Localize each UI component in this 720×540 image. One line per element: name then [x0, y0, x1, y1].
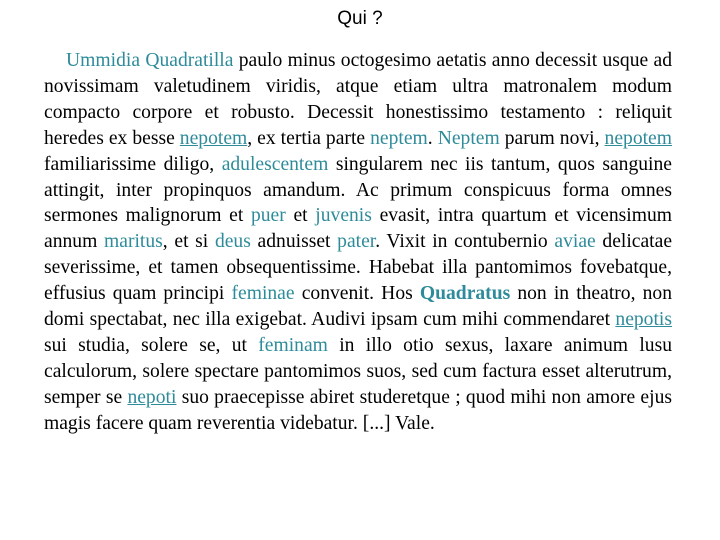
- text-segment: in illo otio sexus, laxare animum lusu calculorum, solere spectare pantomimos suos, sed cum factura esset alterutrum, semper se: [44, 334, 672, 408]
- highlighted-word: feminam: [258, 334, 328, 356]
- highlighted-word: juvenis: [315, 205, 372, 227]
- highlighted-word: aviae: [554, 231, 596, 253]
- highlighted-word: deus: [214, 231, 251, 253]
- text-segment: , et si: [162, 231, 215, 253]
- text-segment: delicatae severissime, et tamen obsequentissime. Habebat illa pantomimos fovebatque, effusius quam principi: [44, 231, 673, 305]
- text-segment: non in theatro, non domi spectabat, nec illa exigebat. Audivi ipsam cum mihi commendaret: [44, 283, 672, 331]
- highlighted-word: nepotis: [615, 309, 672, 331]
- highlighted-word: nepotem: [604, 127, 672, 149]
- highlighted-word: Ummidia Quadratilla: [66, 50, 234, 71]
- text-segment: et: [285, 205, 316, 227]
- highlighted-word: pater: [337, 231, 376, 253]
- text-segment: convenit. Hos: [294, 283, 420, 305]
- text-segment: paulo minus octogesimo aetatis anno decessit usque ad novissimam valetudinem viridis, atque etiam ultra matronalem modum compacto corpore et robusto. Decessit honestissimo testamento : reliquit heredes ex besse: [44, 50, 672, 149]
- text-segment: .: [427, 127, 438, 149]
- highlighted-word: feminae: [231, 283, 295, 305]
- text-segment: suo praecepisse abiret studeretque ; quod mihi non amore ejus magis facere quam reverentia videbatur. [...] Vale.: [44, 386, 672, 434]
- highlighted-word: Quadratus: [419, 283, 511, 305]
- slide-title: Qui ?: [337, 8, 383, 29]
- highlighted-word: neptem: [370, 127, 428, 149]
- text-segment: familiarissime diligo,: [44, 153, 222, 175]
- highlighted-word: puer: [250, 205, 286, 227]
- text-segment: evasit, intra quartum et vicensimum annum: [44, 205, 672, 253]
- text-segment: , ex tertia parte: [247, 127, 371, 149]
- highlighted-word: nepotem: [179, 127, 248, 149]
- highlighted-word: Neptem: [437, 127, 500, 149]
- highlighted-word: maritus: [104, 231, 163, 253]
- text-segment: parum novi,: [499, 127, 605, 149]
- latin-text-paragraph: [44, 48, 672, 437]
- highlighted-word: nepoti: [127, 386, 177, 408]
- text-segment: singularem nec iis tantum, quos sanguine attingit, inter propinquos amandum. Ac primum conspicuus forma omnes sermones malignorum et: [44, 153, 672, 227]
- text-segment: . Vixit in contubernio: [375, 231, 555, 253]
- text-segment: adnuisset: [250, 231, 338, 253]
- text-segment: sui studia, solere se, ut: [44, 334, 259, 356]
- highlighted-word: adulescentem: [221, 153, 329, 175]
